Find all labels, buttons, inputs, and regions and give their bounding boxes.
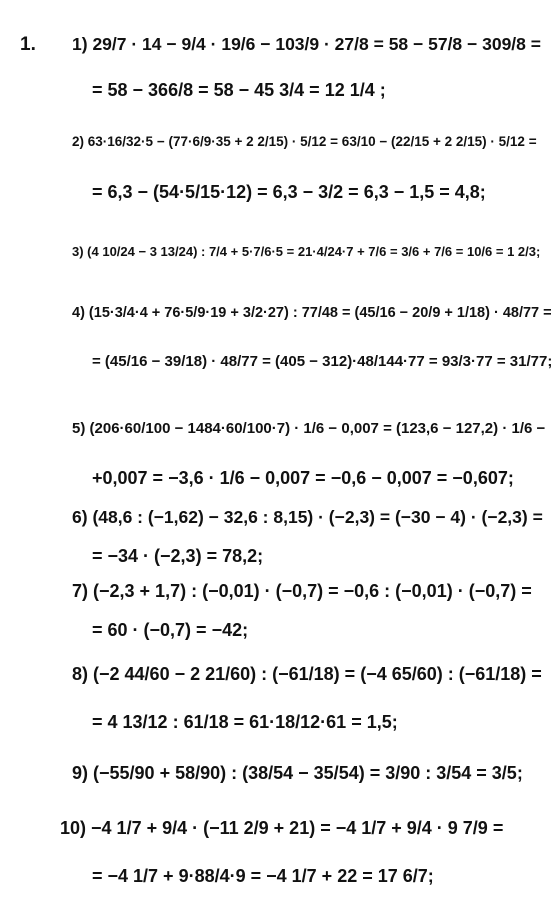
problem-number: 1. xyxy=(20,34,36,55)
item-expression: (48,6 : (−1,62) − 32,6 : 8,15) · (−2,3) = (−30 − 4) · (−2,3) = xyxy=(92,507,543,527)
item-expression: = (45/16 − 39/18) · 48/77 = (405 − 312)·48/144·77 = 93/3·77 = 31/77; xyxy=(92,353,553,370)
item-expression: (15·3/4·4 + 76·5/9·19 + 3/2·27) : 77/48 = (45/16 − 20/9 + 1/18) · 48/77 = xyxy=(88,305,552,321)
item-expression: = 60 · (−0,7) = −42; xyxy=(92,620,249,640)
item-expression: (−55/90 + 58/90) : (38/54 − 35/54) = 3/90 : 3/54 = 3/5; xyxy=(93,763,523,783)
item-label: 2) xyxy=(72,134,88,149)
solution-line xyxy=(92,80,386,101)
item-expression: +0,007 = −3,6 · 1/6 − 0,007 = −0,6 − 0,007 = −0,607; xyxy=(92,468,514,488)
item-label: 10) xyxy=(60,818,92,838)
solution-line xyxy=(92,620,248,641)
item-expression: (−2 44/60 − 2 21/60) : (−61/18) = (−4 65/60) : (−61/18) = xyxy=(93,664,542,684)
solution-line xyxy=(92,353,552,370)
item-expression: (−2,3 + 1,7) : (−0,01) · (−0,7) = −0,6 : (−0,01) · (−0,7) = xyxy=(93,581,532,601)
item-label: 8) xyxy=(72,664,94,684)
item-label: 5) xyxy=(72,420,90,437)
item-label: 6) xyxy=(72,507,93,527)
item-label: 3) xyxy=(72,244,88,259)
item-expression: = 4 13/12 : 61/18 = 61·18/12·61 = 1,5; xyxy=(92,712,398,732)
item-label: 1) xyxy=(72,34,93,54)
solution-line xyxy=(92,546,263,567)
item-expression: (206·60/100 − 1484·60/100·7) · 1/6 − 0,007 = (123,6 − 127,2) · 1/6 − xyxy=(89,420,546,437)
solution-line xyxy=(72,134,537,149)
solution-line xyxy=(92,866,434,887)
solution-line xyxy=(92,182,486,203)
item-label: 9) xyxy=(72,763,94,783)
item-expression: = 6,3 − (54·5/15·12) = 6,3 − 3/2 = 6,3 − 1,5 = 4,8; xyxy=(92,182,486,202)
solution-line xyxy=(72,664,542,685)
solution-line xyxy=(72,763,523,784)
item-expression: = −34 · (−2,3) = 78,2; xyxy=(92,546,264,566)
solution-line xyxy=(60,818,503,839)
item-expression: 29/7 · 14 − 9/4 · 19/6 − 103/9 · 27/8 = 58 − 57/8 − 309/8 = xyxy=(92,34,541,54)
solution-line xyxy=(72,34,541,55)
item-expression: = 58 − 366/8 = 58 − 45 3/4 = 12 1/4 ; xyxy=(92,80,386,100)
item-expression: = −4 1/7 + 9·88/4·9 = −4 1/7 + 22 = 17 6/7; xyxy=(92,866,434,886)
solution-line xyxy=(72,305,552,321)
solution-line xyxy=(72,507,543,528)
item-label: 7) xyxy=(72,581,94,601)
item-label: 4) xyxy=(72,305,89,321)
solution-line xyxy=(92,712,398,733)
item-expression: 63·16/32·5 − (77·6/9·35 + 2 2/15) · 5/12 = 63/10 − (22/15 + 2 2/15) · 5/12 = xyxy=(87,134,537,149)
solution-line xyxy=(72,420,545,437)
item-expression: −4 1/7 + 9/4 · (−11 2/9 + 21) = −4 1/7 + 9/4 · 9 7/9 = xyxy=(91,818,504,838)
solution-line xyxy=(92,468,514,489)
solution-line xyxy=(72,244,540,259)
item-expression: (4 10/24 − 3 13/24) : 7/4 + 5·7/6·5 = 21·4/24·7 + 7/6 = 3/6 + 7/6 = 10/6 = 1 2/3; xyxy=(87,244,541,259)
solution-line xyxy=(72,581,532,602)
